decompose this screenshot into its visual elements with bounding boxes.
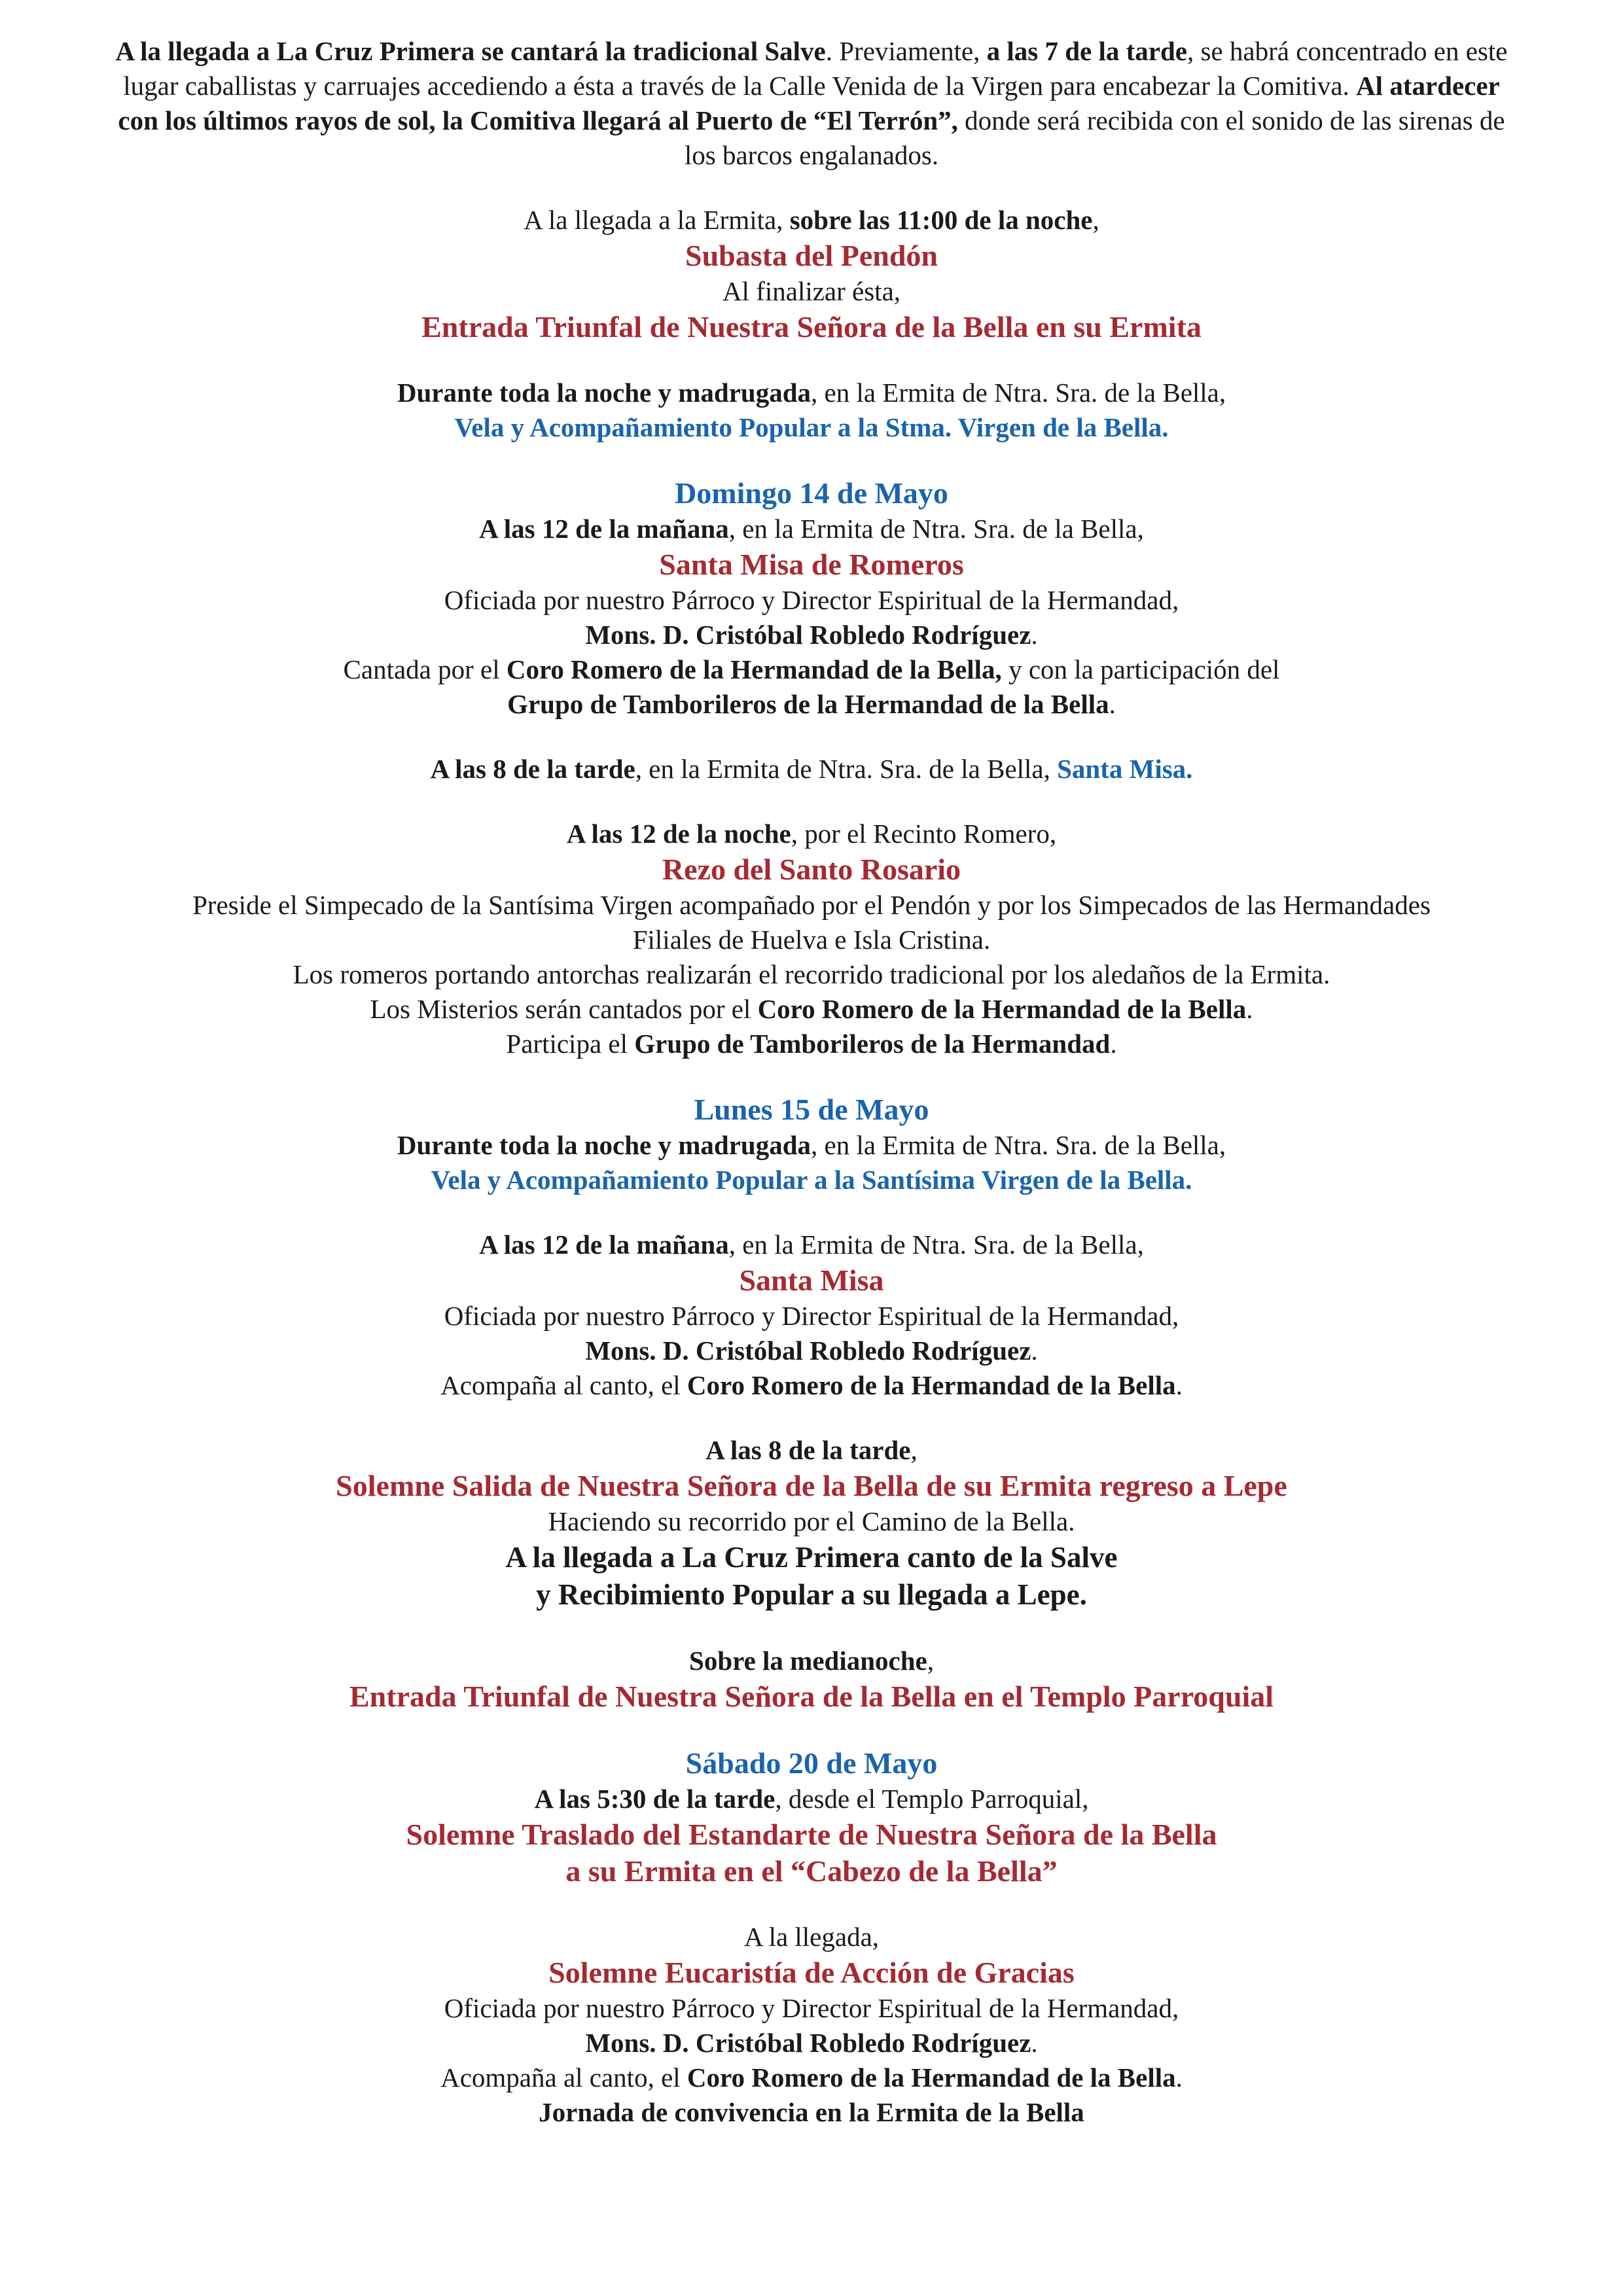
time: A las 12 de la noche [566,819,791,849]
oficiada-line: Oficiada por nuestro Párroco y Director Espiritual de la Hermandad, [444,585,1179,615]
ermita-arrival-line [111,203,1512,238]
text: . [1031,2028,1038,2058]
sabado-date: Sábado 20 de Mayo [685,1746,938,1780]
al-finalizar: Al finalizar ésta, [722,276,901,306]
text: , en la Ermita de Ntra. Sra. de la Bella, [811,1130,1226,1160]
cruz-line: A la llegada a La Cruz Primera canto de la Salve [505,1541,1118,1574]
lunes-acomp [111,1368,1512,1403]
misa-romeros-heading: Santa Misa de Romeros [659,548,964,581]
medianoche-line [111,1644,1512,1678]
lunes-vigil-line [111,1128,1512,1163]
sabado-oficiada: Oficiada por nuestro Párroco y Director Espiritual de la Hermandad, [444,1993,1179,2023]
text: . [1031,620,1038,650]
text: Los Misterios serán cantados por el [370,994,758,1024]
misterios-line [111,992,1512,1027]
sabado-tarde-line [111,1782,1512,1816]
domingo-noche-line [111,817,1512,851]
text: , en la Ermita de Ntra. Sra. de la Bella, [728,1229,1144,1260]
intro-text-2: , se habrá concentrado en este lugar caballistas y carruajes accediendo a ésta a través de la Calle Venida de la Virgen para encabezar la Comitiva. [123,36,1508,101]
lunes-mons [111,1333,1512,1368]
text: y con la participación del [1001,654,1280,684]
time: A las 12 de la mañana [479,1229,729,1260]
domingo-date: Domingo 14 de Mayo [675,476,948,510]
lunes-tarde-line [111,1433,1512,1468]
priest-name: Mons. D. Cristóbal Robledo Rodríguez [585,2028,1031,2058]
priest-name: Mons. D. Cristóbal Robledo Rodríguez [585,1335,1031,1366]
time: A las 8 de la tarde [705,1435,911,1465]
lunes-manana-line [111,1227,1512,1262]
intro-atardecer: Al atardecer con los últimos rayos de sol, la Comitiva llegará al Puerto de “El Terrón”, [118,71,1500,135]
time: Sobre la medianoche [689,1646,927,1676]
text: , en la Ermita de Ntra. Sra. de la Bella, [728,514,1144,544]
text: . [1175,2062,1183,2093]
traslado-heading-2: a su Ermita en el “Cabezo de la Bella” [565,1854,1058,1888]
intro-time: a las 7 de la tarde [986,36,1187,66]
text: , desde el Templo Parroquial, [775,1784,1089,1814]
entrada-ermita-heading: Entrada Triunfal de Nuestra Señora de la Bella en su Ermita [421,310,1202,344]
time: Durante toda la noche y madrugada [397,1130,811,1160]
santa-misa: Santa Misa. [1057,754,1193,784]
domingo-tarde-line [111,752,1512,786]
grupo-line [111,687,1512,722]
text: Participa el [506,1029,635,1059]
lunes-date: Lunes 15 de Mayo [694,1093,929,1126]
time: A las 5:30 de la tarde [534,1784,776,1814]
time: Durante toda la noche y madrugada [397,378,811,408]
mons-line [111,618,1512,652]
priest-name: Mons. D. Cristóbal Robledo Rodríguez [585,620,1031,650]
intro-text-3: donde será recibida con el sonido de las sirenas de los barcos engalanados. [684,105,1505,170]
romeros-line: Los romeros portando antorchas realizarán el recorrido tradicional por los aledaños de la Ermita. [293,959,1330,989]
text: . [1110,1029,1117,1059]
sabado-acomp [111,2060,1512,2095]
text: , por el Recinto Romero, [791,819,1057,849]
eucaristia-heading: Solemne Eucaristía de Acción de Gracias [548,1956,1075,1989]
group-name: Grupo de Tamborileros de la Hermandad [634,1029,1111,1059]
jornada-line: Jornada de convivencia en la Ermita de la Bella [539,2097,1084,2127]
cantada-line [111,652,1512,687]
group-name: Grupo de Tamborileros de la Hermandad de la Bella [507,689,1109,719]
text: . [1109,689,1116,719]
time: sobre las 11:00 de la noche [789,205,1093,235]
program-document [111,34,1512,2130]
text: A la llegada a la Ermita, [524,205,790,235]
haciendo-line: Haciendo su recorrido por el Camino de la Bella. [548,1506,1075,1536]
choir-name: Coro Romero de la Hermandad de la Bella [687,2062,1176,2093]
text: . [1031,1335,1038,1366]
text: , [1092,205,1099,235]
vigil-line [111,376,1512,410]
time: A las 8 de la tarde [430,754,635,784]
rosario-heading: Rezo del Santo Rosario [662,853,961,886]
participa-line [111,1027,1512,1061]
preside-line-1: Preside el Simpecado de la Santísima Virgen acompañado por el Pendón y por los Simpecados de las Hermandades [192,890,1431,920]
preside-line-2: Filiales de Huelva e Isla Cristina. [632,925,991,955]
vigil-heading: Vela y Acompañamiento Popular a la Stma. Virgen de la Bella. [454,412,1169,442]
sabado-llegada: A la llegada, [743,1922,880,1952]
intro-paragraph [111,34,1512,173]
lunes-misa-heading: Santa Misa [739,1263,884,1297]
recibimiento-line: y Recibimiento Popular a su llegada a Lepe. [536,1578,1087,1611]
entrada-templo-heading: Entrada Triunfal de Nuestra Señora de la Bella en el Templo Parroquial [349,1680,1274,1713]
choir-name: Coro Romero de la Hermandad de la Bella, [506,654,1002,684]
choir-name: Coro Romero de la Hermandad de la Bella [757,994,1247,1024]
text: Acompaña al canto, el [440,2062,687,2093]
time: A las 12 de la mañana [479,514,729,544]
sabado-mons [111,2026,1512,2060]
salida-heading: Solemne Salida de Nuestra Señora de la Bella de su Ermita regreso a Lepe [336,1469,1287,1502]
domingo-manana-line [111,512,1512,546]
text: , en la Ermita de Ntra. Sra. de la Bella, [635,754,1058,784]
traslado-heading-1: Solemne Traslado del Estandarte de Nuestra Señora de la Bella [406,1818,1217,1851]
text: , [927,1646,934,1676]
text: . [1246,994,1253,1024]
lunes-vela-heading: Vela y Acompañamiento Popular a la Santísima Virgen de la Bella. [431,1165,1192,1195]
choir-name: Coro Romero de la Hermandad de la Bella [687,1370,1176,1400]
text: . [1175,1370,1183,1400]
lunes-oficiada: Oficiada por nuestro Párroco y Director Espiritual de la Hermandad, [444,1301,1179,1331]
subasta-heading: Subasta del Pendón [685,239,938,272]
text: , en la Ermita de Ntra. Sra. de la Bella, [811,378,1226,408]
intro-salve: A la llegada a La Cruz Primera se cantará la tradicional Salve [115,36,826,66]
text: Cantada por el [343,654,507,684]
text: , [910,1435,918,1465]
text: Acompaña al canto, el [440,1370,687,1400]
intro-text-1: . Previamente, [825,36,987,66]
